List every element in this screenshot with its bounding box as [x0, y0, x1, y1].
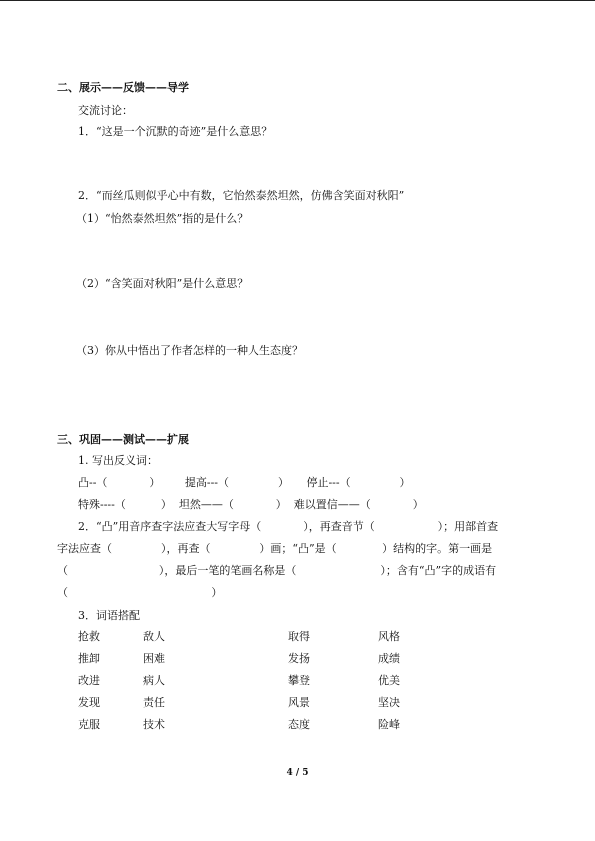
- match-word: 坚决: [378, 696, 400, 709]
- question-2-1: （1）“怡然泰然坦然”指的是什么？: [76, 212, 249, 225]
- question-2-2: （2）“含笑面对秋阳”是什么意思？: [76, 277, 249, 290]
- match-word: 优美: [378, 674, 400, 687]
- header-rule: [0, 0, 595, 1]
- page-number: 4 / 5: [286, 768, 309, 778]
- task-2-line-3: （ ），最后一笔的笔画名称是（ ）；含有“凸”字的成语有: [57, 564, 497, 577]
- match-word: 敌人: [143, 630, 165, 643]
- match-word: 病人: [143, 674, 165, 687]
- match-word: 克服: [78, 718, 100, 731]
- task-2-line-2: 字法应查（ ），再查（ ）画；“凸”是（ ）结构的字。第一画是: [57, 542, 493, 555]
- task-1-title: 1. 写出反义词：: [78, 454, 158, 467]
- question-2: 2．“而丝瓜则似乎心中有数，它怡然泰然坦然，仿佛含笑面对秋阳”: [78, 189, 405, 202]
- section2-intro: 交流讨论：: [78, 104, 133, 117]
- section2-title: 二、展示——反馈——导学: [57, 81, 189, 94]
- match-word: 困难: [143, 652, 165, 665]
- match-word: 成绩: [378, 652, 400, 665]
- task-2-line-1: 2．“凸”用音序查字法应查大写字母（ ），再查音节（ ）；用部首查: [78, 520, 499, 533]
- pairs-column-left-b: [143, 630, 165, 740]
- match-word: 责任: [143, 696, 165, 709]
- pairs-column-left-a: [78, 630, 100, 740]
- match-word: 推卸: [78, 652, 100, 665]
- question-1: 1．“这是一个沉默的奇迹”是什么意思？: [78, 125, 273, 138]
- match-word: 技术: [143, 718, 165, 731]
- task-2-line-4: （ ）: [57, 586, 223, 599]
- match-word: 发扬: [288, 652, 310, 665]
- match-word: 取得: [288, 630, 310, 643]
- match-word: 攀登: [288, 674, 310, 687]
- pairs-column-right-b: [378, 630, 400, 740]
- antonyms-row-2: 特殊----（ ） 坦然——（ ） 难以置信——（ ）: [78, 498, 424, 511]
- match-word: 风景: [288, 696, 310, 709]
- match-word: 抢救: [78, 630, 100, 643]
- section3-title: 三、巩固——测试——扩展: [57, 433, 189, 446]
- match-word: 风格: [378, 630, 400, 643]
- pairs-column-right-a: [288, 630, 310, 740]
- antonyms-row-1: 凸--（ ） 提高---（ ） 停止---（ ）: [78, 476, 411, 489]
- task-3-title: 3．词语搭配: [78, 609, 140, 622]
- match-word: 态度: [288, 718, 310, 731]
- match-word: 发现: [78, 696, 100, 709]
- match-word: 改进: [78, 674, 100, 687]
- question-2-3: （3）你从中悟出了作者怎样的一种人生态度？: [76, 344, 303, 357]
- match-word: 险峰: [378, 718, 400, 731]
